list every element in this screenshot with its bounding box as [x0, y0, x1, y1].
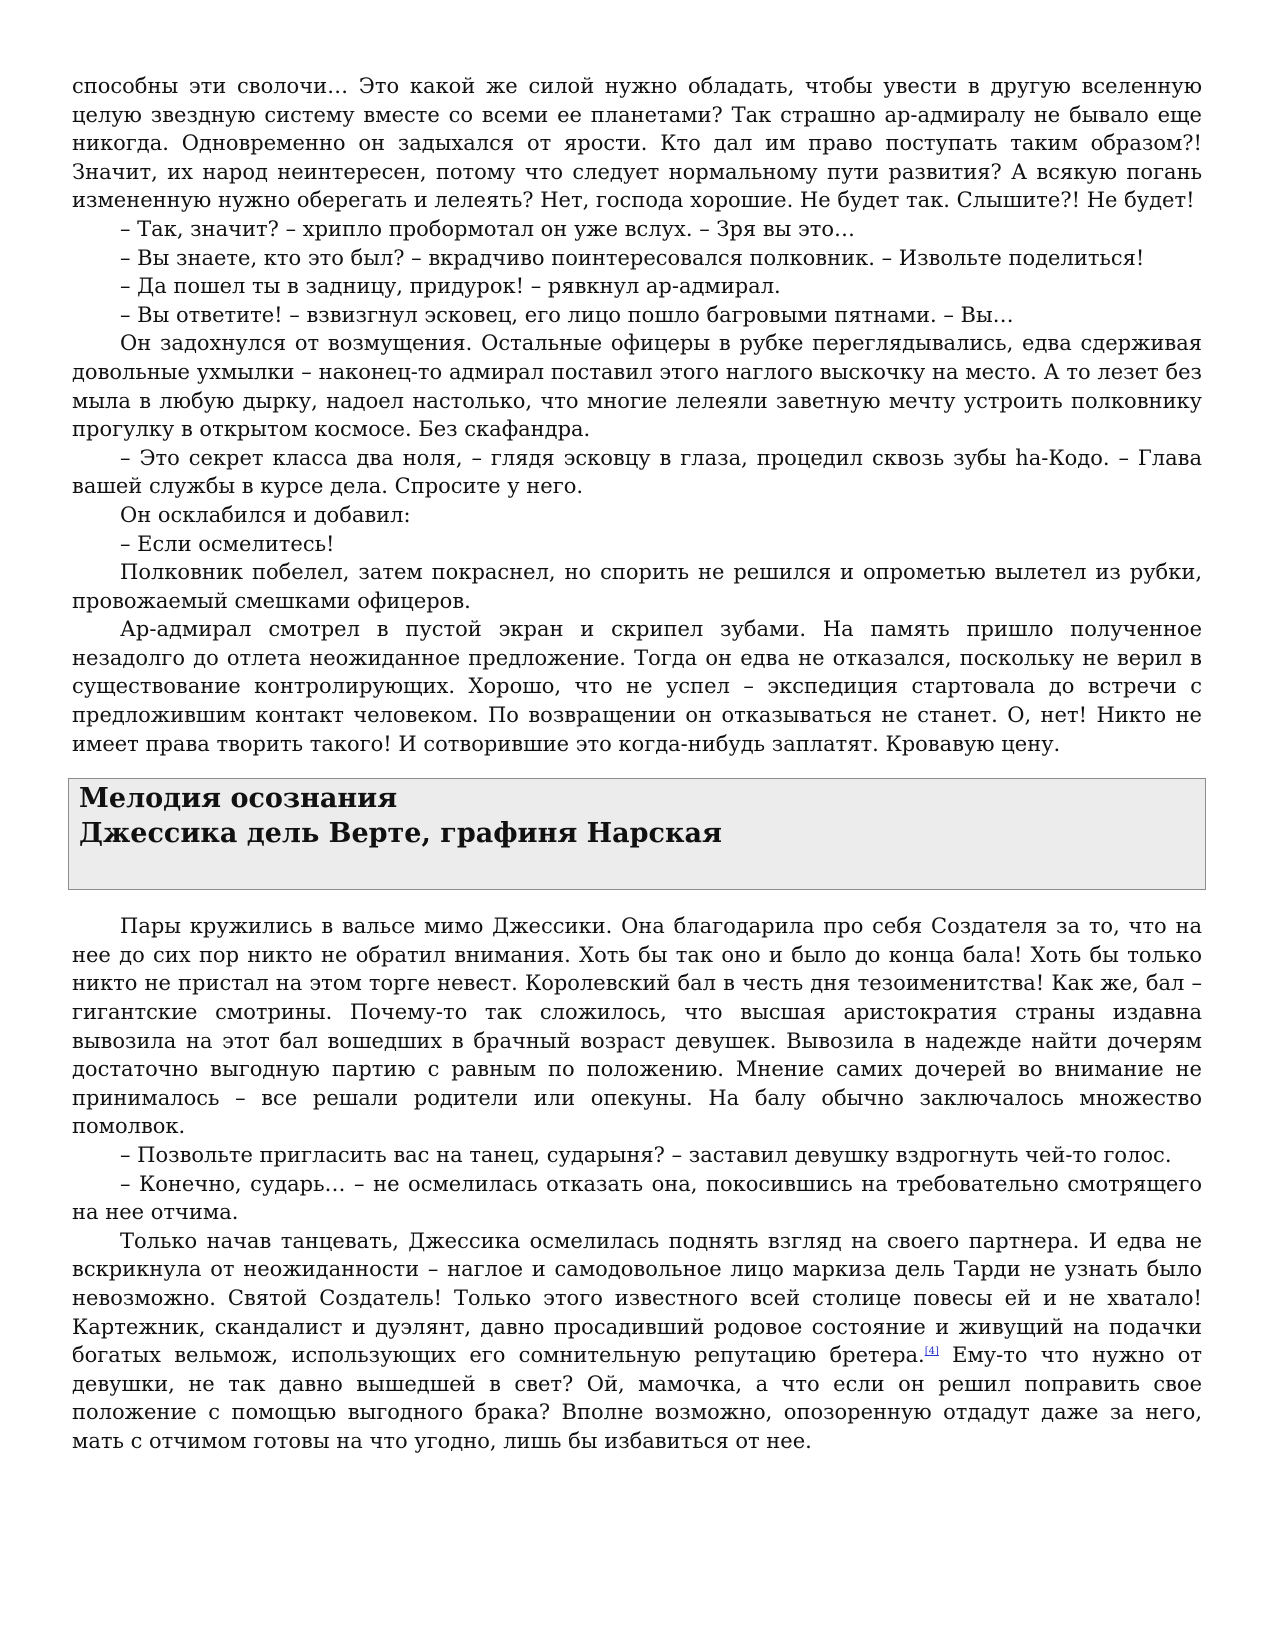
chapter-subtitle: Джессика дель Верте, графиня Нарская: [79, 818, 722, 850]
section-two: [72, 912, 1202, 1455]
document-page: [72, 72, 1202, 1456]
dialogue-line: – Конечно, сударь… – не осмелилась отказать она, покосившись на требовательно смотрящего на нее отчима.: [72, 1171, 1202, 1225]
chapter-title: Мелодия осознания: [79, 783, 398, 815]
paragraph-text-continued: Ему-то что нужно от девушки, не так давно вышедшей в свет? Ой, мамочка, а что если он решил поправить свое положение с помощью выгодного брака? Вполне возможно, опозоренную отдадут даже за него, мать с отчимом готовы на что угодно, лишь бы избавиться от нее.: [72, 1343, 1202, 1453]
paragraph: Он осклабился и добавил:: [120, 502, 411, 527]
dialogue-line: – Так, значит? – хрипло пробормотал он уже вслух. – Зря вы это…: [120, 216, 856, 241]
paragraph: Полковник побелел, затем покраснел, но спорить не решился и опрометью вылетел из рубки, провожаемый смешками офицеров.: [72, 560, 1202, 613]
dialogue-line: – Вы знаете, кто это был? – вкрадчиво поинтересовался полковник. – Извольте поделиться!: [120, 245, 1145, 270]
section-one: [72, 72, 1202, 758]
dialogue-line: – Позвольте пригласить вас на танец, сударыня? – заставил девушку вздрогнуть чей-то голос.: [120, 1143, 1172, 1167]
dialogue-line: – Если осмелитесь!: [120, 531, 335, 556]
paragraph: Он задохнулся от возмущения. Остальные офицеры в рубке переглядывались, едва сдерживая довольные ухмылки – наконец-то адмирал поставил этого наглого выскочку на место. А то лезет без мыла в любую дырку, надоел настолько, что многие лелеяли заветную мечту устроить полковнику прогулку в открытом космосе. Без скафандра.: [72, 331, 1202, 442]
dialogue-line: – Вы ответите! – взвизгнул эсковец, его лицо пошло багровыми пятнами. – Вы…: [120, 302, 1014, 327]
paragraph-with-footnote: [72, 1227, 1202, 1456]
paragraph: Ар-адмирал смотрел в пустой экран и скрипел зубами. На память пришло полученное незадолго до отлета неожиданное предложение. Тогда он едва не отказался, поскольку не верил в существование контролирующих. Хорошо, что не успел – экспедиция стартовала до встречи с предложившим контакт человеком. По возвращении он отказываться не станет. О, нет! Никто не имеет права творить такого! И сотворившие это когда-нибудь заплатят. Кровавую цену.: [72, 617, 1202, 756]
paragraph: Пары кружились в вальсе мимо Джессики. Она благодарила про себя Создателя за то, что на нее до сих пор никто не обратил внимания. Хоть бы так оно и было до конца бала! Хоть бы только никто не пристал на этом торге невест. Королевский бал в честь дня тезоименитства! Как же, бал – гигантские смотрины. Почему-то так сложилось, что высшая аристократия страны издавна вывозила на этот бал вошедших в брачный возраст девушек. Вывозила в надежде найти дочерям достаточно выгодную партию с равным по положению. Мнение самих дочерей во внимание не принималось – все решали родители или опекуны. На балу обычно заключалось множество помолвок.: [72, 914, 1202, 1139]
paragraph-continuation: способны эти сволочи… Это какой же силой нужно обладать, чтобы увести в другую вселенную целую звездную систему вместе со всеми ее планетами? Так страшно ар-адмиралу не бывало еще никогда. Одновременно он задыхался от ярости. Кто дал им право поступать таким образом?! Значит, их народ неинтересен, потому что следует нормальному пути развития? А всякую погань измененную нужно оберегать и лелеять? Нет, господа хорошие. Не будет так. Слышите?! Не будет!: [72, 74, 1202, 213]
footnote-link[interactable]: [4]: [924, 1346, 939, 1358]
paragraph-text: Только начав танцевать, Джессика осмелилась поднять взгляд на своего партнера. И едва не вскрикнула от неожиданности – наглое и самодовольное лицо маркиза дель Тарди не узнать было невозможно. Святой Создатель! Только этого известного всей столице повесы ей и не хватало! Картежник, скандалист и дуэлянт, давно просадивший родовое состояние и живущий на подачки богатых вельмож, использующих его сомнительную репутацию бретера.: [72, 1228, 1202, 1368]
dialogue-line: – Это секрет класса два ноля, – глядя эсковцу в глаза, процедил сквозь зубы hа-Кодо. – Глава вашей службы в курсе дела. Спросите у него.: [72, 445, 1202, 499]
chapter-heading-box: [68, 778, 1206, 890]
dialogue-line: – Да пошел ты в задницу, придурок! – рявкнул ар-адмирал.: [120, 274, 781, 299]
